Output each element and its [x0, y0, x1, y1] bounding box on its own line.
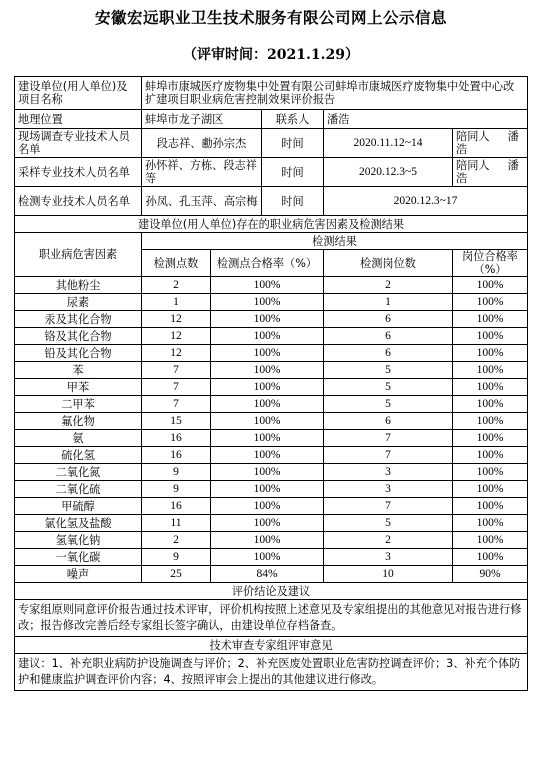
hazards-section-title: 建设单位(用人单位)存在的职业病危害因素及检测结果 — [15, 216, 528, 233]
hazard-posts: 5 — [324, 379, 453, 396]
hazard-points: 12 — [142, 328, 211, 345]
hazard-post-rate: 100% — [453, 345, 528, 362]
sampling-companion-value: 潘浩 — [456, 159, 519, 185]
sampling-label: 采样专业技术人员名单 — [15, 158, 142, 187]
hazard-point-rate: 100% — [211, 311, 324, 328]
hazard-post-rate: 100% — [453, 549, 528, 566]
hazard-points: 16 — [142, 430, 211, 447]
factor-header: 职业病危害因素 — [15, 233, 142, 277]
table-row — [15, 566, 528, 583]
hazard-points: 15 — [142, 413, 211, 430]
table-row — [15, 396, 528, 413]
hazard-post-rate: 100% — [453, 379, 528, 396]
hazard-points: 9 — [142, 549, 211, 566]
hazard-points: 1 — [142, 294, 211, 311]
hazard-name: 氟化物 — [15, 413, 142, 430]
hazard-point-rate: 100% — [211, 481, 324, 498]
hazard-posts: 10 — [324, 566, 453, 583]
hazard-posts: 3 — [324, 464, 453, 481]
hazard-post-rate: 100% — [453, 430, 528, 447]
hazard-post-rate: 100% — [453, 396, 528, 413]
hazard-name: 其他粉尘 — [15, 277, 142, 294]
hazard-posts: 7 — [324, 498, 453, 515]
hazard-point-rate: 100% — [211, 328, 324, 345]
hazard-point-rate: 100% — [211, 413, 324, 430]
hazards-title-row — [15, 216, 528, 233]
hazard-posts: 3 — [324, 481, 453, 498]
hazard-name: 尿素 — [15, 294, 142, 311]
hazard-posts: 3 — [324, 549, 453, 566]
survey-companion-value: 潘浩 — [456, 130, 519, 156]
hazard-point-rate: 100% — [211, 447, 324, 464]
survey-value: 段志祥、勴孙宗杰 — [142, 129, 262, 158]
table-row — [15, 379, 528, 396]
survey-companion-label: 陪同人 — [456, 130, 490, 143]
table-row — [15, 515, 528, 532]
survey-companion — [453, 129, 528, 158]
hazard-post-rate: 100% — [453, 515, 528, 532]
results-header: 检测结果 — [142, 233, 528, 250]
hazard-posts: 2 — [324, 532, 453, 549]
conclusion-title-row — [15, 583, 528, 600]
hazard-post-rate: 90% — [453, 566, 528, 583]
hazard-point-rate: 100% — [211, 362, 324, 379]
contact-label: 联系人 — [262, 110, 324, 129]
hazard-name: 氢氧化钠 — [15, 532, 142, 549]
testing-value: 孙凤、孔玉萍、高宗梅 — [142, 187, 262, 216]
table-row — [15, 532, 528, 549]
conclusion-title: 评价结论及建议 — [15, 583, 528, 600]
column-header-point-rate: 检测点合格率（%） — [211, 250, 324, 277]
hazard-points: 12 — [142, 345, 211, 362]
sampling-time-value: 2020.12.3~5 — [324, 158, 453, 187]
hazard-points: 7 — [142, 379, 211, 396]
hazard-posts: 7 — [324, 447, 453, 464]
review-title-row — [15, 637, 528, 654]
hazard-posts: 5 — [324, 515, 453, 532]
hazard-points: 2 — [142, 532, 211, 549]
hazard-points: 9 — [142, 481, 211, 498]
hazard-name: 二氧化硫 — [15, 481, 142, 498]
hazard-post-rate: 100% — [453, 481, 528, 498]
table-row — [15, 447, 528, 464]
hazard-name: 氯化氢及盐酸 — [15, 515, 142, 532]
hazard-posts: 6 — [324, 328, 453, 345]
review-time: （评审时间：2021.1.29） — [183, 47, 359, 63]
review-title: 技术审查专家组评审意见 — [15, 637, 528, 654]
hazard-name: 氨 — [15, 430, 142, 447]
hazard-points: 25 — [142, 566, 211, 583]
table-row — [15, 549, 528, 566]
hazard-post-rate: 100% — [453, 294, 528, 311]
sampling-companion-label: 陪同人 — [456, 159, 490, 172]
hazard-name: 苯 — [15, 362, 142, 379]
table-row — [15, 413, 528, 430]
unit-row — [15, 77, 528, 110]
hazard-point-rate: 100% — [211, 430, 324, 447]
hazard-points: 12 — [142, 311, 211, 328]
hazard-posts: 6 — [324, 345, 453, 362]
hazard-point-rate: 100% — [211, 464, 324, 481]
contact-value: 潘浩 — [324, 110, 528, 129]
survey-label: 现场调查专业技术人员名单 — [15, 129, 142, 158]
hazard-point-rate: 100% — [211, 515, 324, 532]
hazard-post-rate: 100% — [453, 532, 528, 549]
table-row — [15, 345, 528, 362]
hazard-posts: 5 — [324, 362, 453, 379]
column-header-posts: 检测岗位数 — [324, 250, 453, 277]
table-row — [15, 464, 528, 481]
table-row — [15, 430, 528, 447]
table-row — [15, 328, 528, 345]
hazard-points: 16 — [142, 447, 211, 464]
hazard-posts: 6 — [324, 413, 453, 430]
sampling-time-label: 时间 — [262, 158, 324, 187]
hazard-point-rate: 84% — [211, 566, 324, 583]
sampling-row — [15, 158, 528, 187]
table-row — [15, 481, 528, 498]
notice-table — [14, 76, 528, 691]
hazard-name: 铬及其化合物 — [15, 328, 142, 345]
hazard-posts: 2 — [324, 277, 453, 294]
hazard-name: 铅及其化合物 — [15, 345, 142, 362]
hazard-point-rate: 100% — [211, 294, 324, 311]
unit-value: 蚌埠市康城医疗废物集中处置有限公司蚌埠市康城医疗废物集中处置中心改扩建项目职业病危害控制效果评价报告 — [142, 77, 528, 110]
hazard-name: 二氧化氮 — [15, 464, 142, 481]
review-text-row — [15, 654, 528, 691]
sampling-companion — [453, 158, 528, 187]
hazard-posts: 1 — [324, 294, 453, 311]
hazard-posts: 6 — [324, 311, 453, 328]
hazard-name: 甲硫醇 — [15, 498, 142, 515]
testing-time-value: 2020.12.3~17 — [324, 187, 528, 216]
page-title: 安徽宏远职业卫生技术服务有限公司网上公示信息 — [94, 8, 447, 27]
hazard-posts: 5 — [324, 396, 453, 413]
hazard-name: 一氧化碳 — [15, 549, 142, 566]
hazard-post-rate: 100% — [453, 464, 528, 481]
table-row — [15, 362, 528, 379]
location-value: 蚌埠市龙子湖区 — [142, 110, 262, 129]
hazard-points: 11 — [142, 515, 211, 532]
table-row — [15, 498, 528, 515]
hazard-points: 16 — [142, 498, 211, 515]
hazards-header-row-1 — [15, 233, 528, 250]
hazard-post-rate: 100% — [453, 311, 528, 328]
hazard-post-rate: 100% — [453, 447, 528, 464]
hazard-post-rate: 100% — [453, 328, 528, 345]
column-header-points: 检测点数 — [142, 250, 211, 277]
hazard-point-rate: 100% — [211, 277, 324, 294]
hazard-post-rate: 100% — [453, 413, 528, 430]
hazard-post-rate: 100% — [453, 277, 528, 294]
testing-time-label: 时间 — [262, 187, 324, 216]
testing-row — [15, 187, 528, 216]
hazard-points: 7 — [142, 362, 211, 379]
table-row — [15, 311, 528, 328]
review-text: 建议：1、补充职业病防护设施调查与评价；2、补充医废处置职业危害防控调查评价；3、补充个体防护和健康监护调查评价内容；4、按照评审会上提出的其他建议进行修改。 — [15, 654, 528, 691]
hazard-name: 汞及其化合物 — [15, 311, 142, 328]
survey-time-label: 时间 — [262, 129, 324, 158]
conclusion-text: 专家组原则同意评价报告通过技术评审，评价机构按照上述意见及专家组提出的其他意见对报告进行修改；报告修改完善后经专家组长签字确认，由建设单位存档备查。 — [15, 600, 528, 637]
hazard-point-rate: 100% — [211, 379, 324, 396]
hazard-point-rate: 100% — [211, 532, 324, 549]
unit-label: 建设单位(用人单位)及项目名称 — [15, 77, 142, 110]
column-header-post-rate: 岗位合格率（%） — [453, 250, 528, 277]
survey-row — [15, 129, 528, 158]
hazard-point-rate: 100% — [211, 549, 324, 566]
conclusion-text-row — [15, 600, 528, 637]
location-label: 地理位置 — [15, 110, 142, 129]
testing-label: 检测专业技术人员名单 — [15, 187, 142, 216]
table-row — [15, 277, 528, 294]
hazard-points: 9 — [142, 464, 211, 481]
hazard-name: 甲苯 — [15, 379, 142, 396]
hazard-point-rate: 100% — [211, 396, 324, 413]
hazard-name: 噪声 — [15, 566, 142, 583]
hazard-name: 二甲苯 — [15, 396, 142, 413]
hazard-name: 硫化氢 — [15, 447, 142, 464]
sampling-value: 孙怀祥、方栋、段志祥等 — [142, 158, 262, 187]
hazard-post-rate: 100% — [453, 498, 528, 515]
hazard-points: 2 — [142, 277, 211, 294]
hazard-points: 7 — [142, 396, 211, 413]
hazard-point-rate: 100% — [211, 498, 324, 515]
survey-time-value: 2020.11.12~14 — [324, 129, 453, 158]
table-row — [15, 294, 528, 311]
location-row — [15, 110, 528, 129]
hazard-post-rate: 100% — [453, 362, 528, 379]
hazard-posts: 7 — [324, 430, 453, 447]
hazard-point-rate: 100% — [211, 345, 324, 362]
